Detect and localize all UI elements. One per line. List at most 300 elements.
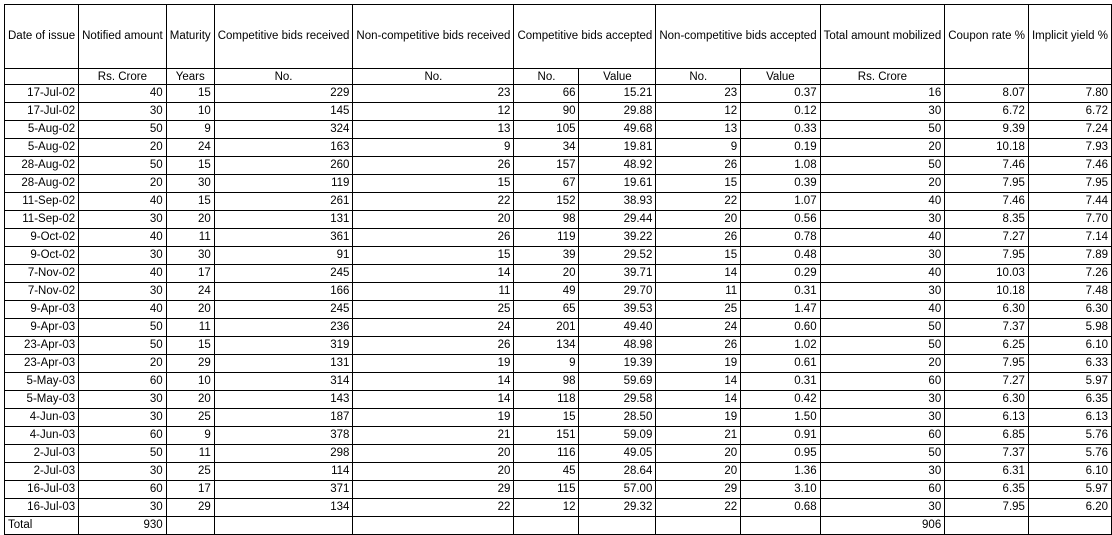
cell-notified-amount: 60: [79, 481, 167, 499]
cell-competitive-accepted-no: 49: [514, 283, 579, 301]
cell-noncompetitive-accepted-no: 20: [656, 211, 741, 229]
cell-noncompetitive-accepted-no: 24: [656, 319, 741, 337]
cell-coupon-rate: 10.18: [945, 283, 1029, 301]
cell-notified-amount: 40: [79, 229, 167, 247]
cell-coupon-rate: 7.27: [945, 373, 1029, 391]
header-total-mobilized: Total amount mobilized: [820, 5, 945, 69]
cell-date: 17-Jul-02: [5, 103, 79, 121]
cell-noncompetitive-accepted-no: 14: [656, 373, 741, 391]
cell-date: 9-Apr-03: [5, 319, 79, 337]
cell-implicit-yield: 6.33: [1028, 355, 1111, 373]
cell-competitive-received: 114: [214, 463, 353, 481]
cell-date: 5-May-03: [5, 391, 79, 409]
cell-date: 16-Jul-03: [5, 481, 79, 499]
table-row: [5, 337, 1112, 355]
cell-noncompetitive-received: 23: [353, 85, 514, 103]
table-row: [5, 301, 1112, 319]
cell-total-mobilized: 40: [820, 229, 945, 247]
header-notified-amount: Notified amount: [79, 5, 167, 69]
cell-competitive-received: 145: [214, 103, 353, 121]
cell-noncompetitive-received: 9: [353, 139, 514, 157]
cell-noncompetitive-accepted-value: 0.37: [741, 85, 820, 103]
table-row: [5, 409, 1112, 427]
cell-date: 4-Jun-03: [5, 409, 79, 427]
cell-noncompetitive-accepted-no: 12: [656, 103, 741, 121]
cell-notified-amount: 40: [79, 301, 167, 319]
units-cell: [5, 69, 79, 85]
cell-coupon-rate: 7.46: [945, 193, 1029, 211]
cell-maturity: 15: [166, 337, 214, 355]
cell-notified-amount: 30: [79, 391, 167, 409]
cell-noncompetitive-received: 22: [353, 193, 514, 211]
cell-coupon-rate: 6.35: [945, 481, 1029, 499]
header-competitive-accepted: Competitive bids accepted: [514, 5, 656, 69]
cell-date: 9-Oct-02: [5, 247, 79, 265]
cell-competitive-accepted-value: 29.88: [579, 103, 656, 121]
cell-noncompetitive-received: 26: [353, 337, 514, 355]
header-competitive-received: Competitive bids received: [214, 5, 353, 69]
cell-coupon-rate: 6.72: [945, 103, 1029, 121]
empty-cell: [214, 517, 353, 535]
cell-noncompetitive-accepted-value: 1.02: [741, 337, 820, 355]
cell-notified-amount: 20: [79, 139, 167, 157]
cell-noncompetitive-accepted-value: 0.48: [741, 247, 820, 265]
cell-noncompetitive-received: 20: [353, 445, 514, 463]
cell-competitive-accepted-no: 90: [514, 103, 579, 121]
header-implicit-yield: Implicit yield %: [1028, 5, 1111, 69]
table-row: [5, 319, 1112, 337]
table-row: [5, 463, 1112, 481]
cell-competitive-received: 131: [214, 355, 353, 373]
cell-noncompetitive-received: 20: [353, 211, 514, 229]
cell-competitive-accepted-value: 19.81: [579, 139, 656, 157]
cell-competitive-received: 134: [214, 499, 353, 517]
empty-cell: [741, 517, 820, 535]
cell-total-mobilized: 16: [820, 85, 945, 103]
cell-noncompetitive-accepted-no: 13: [656, 121, 741, 139]
cell-notified-amount: 50: [79, 319, 167, 337]
cell-coupon-rate: 6.85: [945, 427, 1029, 445]
cell-competitive-accepted-no: 116: [514, 445, 579, 463]
cell-noncompetitive-accepted-no: 21: [656, 427, 741, 445]
cell-total-mobilized: 50: [820, 337, 945, 355]
cell-implicit-yield: 6.10: [1028, 463, 1111, 481]
cell-maturity: 24: [166, 139, 214, 157]
cell-date: 23-Apr-03: [5, 337, 79, 355]
units-cell: Years: [166, 69, 214, 85]
cell-maturity: 10: [166, 373, 214, 391]
cell-notified-amount: 60: [79, 427, 167, 445]
cell-notified-amount: 60: [79, 373, 167, 391]
cell-date: 11-Sep-02: [5, 211, 79, 229]
cell-competitive-accepted-value: 49.05: [579, 445, 656, 463]
cell-competitive-accepted-no: 12: [514, 499, 579, 517]
cell-notified-amount: 40: [79, 265, 167, 283]
table-row: [5, 193, 1112, 211]
cell-implicit-yield: 5.98: [1028, 319, 1111, 337]
cell-noncompetitive-accepted-value: 1.07: [741, 193, 820, 211]
cell-coupon-rate: 7.46: [945, 157, 1029, 175]
cell-noncompetitive-received: 24: [353, 319, 514, 337]
cell-competitive-accepted-no: 66: [514, 85, 579, 103]
cell-noncompetitive-accepted-no: 19: [656, 355, 741, 373]
table-row: [5, 139, 1112, 157]
empty-cell: [579, 517, 656, 535]
cell-date: 7-Nov-02: [5, 283, 79, 301]
cell-noncompetitive-accepted-value: 1.08: [741, 157, 820, 175]
table-row: [5, 211, 1112, 229]
cell-coupon-rate: 10.03: [945, 265, 1029, 283]
table-row: [5, 85, 1112, 103]
cell-competitive-accepted-no: 115: [514, 481, 579, 499]
cell-noncompetitive-received: 21: [353, 427, 514, 445]
cell-competitive-accepted-value: 49.68: [579, 121, 656, 139]
cell-date: 28-Aug-02: [5, 175, 79, 193]
table-row: [5, 265, 1112, 283]
cell-noncompetitive-received: 19: [353, 409, 514, 427]
cell-noncompetitive-accepted-no: 25: [656, 301, 741, 319]
cell-noncompetitive-received: 15: [353, 175, 514, 193]
cell-date: 9-Oct-02: [5, 229, 79, 247]
units-cell: Value: [741, 69, 820, 85]
cell-competitive-accepted-value: 28.50: [579, 409, 656, 427]
cell-coupon-rate: 10.18: [945, 139, 1029, 157]
cell-date: 11-Sep-02: [5, 193, 79, 211]
cell-maturity: 11: [166, 319, 214, 337]
cell-maturity: 29: [166, 499, 214, 517]
cell-competitive-received: 119: [214, 175, 353, 193]
cell-competitive-received: 143: [214, 391, 353, 409]
cell-noncompetitive-received: 22: [353, 499, 514, 517]
cell-total-mobilized: 50: [820, 445, 945, 463]
cell-competitive-received: 261: [214, 193, 353, 211]
cell-noncompetitive-accepted-no: 26: [656, 229, 741, 247]
cell-total-mobilized: 60: [820, 427, 945, 445]
cell-competitive-received: 131: [214, 211, 353, 229]
cell-implicit-yield: 7.48: [1028, 283, 1111, 301]
cell-notified-amount: 20: [79, 355, 167, 373]
cell-notified-amount: 40: [79, 85, 167, 103]
cell-coupon-rate: 7.37: [945, 319, 1029, 337]
header-noncompetitive-received: Non-competitive bids received: [353, 5, 514, 69]
cell-implicit-yield: 5.76: [1028, 445, 1111, 463]
cell-total-mobilized: 30: [820, 463, 945, 481]
cell-competitive-received: 371: [214, 481, 353, 499]
cell-competitive-received: 163: [214, 139, 353, 157]
cell-competitive-accepted-value: 48.92: [579, 157, 656, 175]
cell-coupon-rate: 7.95: [945, 247, 1029, 265]
cell-noncompetitive-accepted-value: 0.78: [741, 229, 820, 247]
cell-competitive-accepted-no: 9: [514, 355, 579, 373]
cell-competitive-accepted-value: 59.09: [579, 427, 656, 445]
cell-implicit-yield: 7.95: [1028, 175, 1111, 193]
cell-competitive-accepted-no: 119: [514, 229, 579, 247]
cell-maturity: 24: [166, 283, 214, 301]
cell-noncompetitive-accepted-value: 1.36: [741, 463, 820, 481]
cell-coupon-rate: 7.95: [945, 175, 1029, 193]
cell-coupon-rate: 7.27: [945, 229, 1029, 247]
total-mobilized: 906: [820, 517, 945, 535]
cell-noncompetitive-accepted-no: 14: [656, 265, 741, 283]
cell-competitive-accepted-value: 57.00: [579, 481, 656, 499]
table-row: [5, 481, 1112, 499]
cell-total-mobilized: 30: [820, 103, 945, 121]
table-row: [5, 373, 1112, 391]
cell-date: 16-Jul-03: [5, 499, 79, 517]
cell-competitive-accepted-value: 29.32: [579, 499, 656, 517]
cell-competitive-accepted-no: 134: [514, 337, 579, 355]
units-cell: No.: [353, 69, 514, 85]
cell-notified-amount: 30: [79, 499, 167, 517]
cell-noncompetitive-accepted-value: 0.91: [741, 427, 820, 445]
cell-competitive-accepted-value: 29.44: [579, 211, 656, 229]
cell-implicit-yield: 5.76: [1028, 427, 1111, 445]
table-row: [5, 391, 1112, 409]
cell-noncompetitive-accepted-value: 3.10: [741, 481, 820, 499]
cell-coupon-rate: 7.95: [945, 355, 1029, 373]
cell-competitive-received: 236: [214, 319, 353, 337]
table-row: [5, 175, 1112, 193]
cell-competitive-received: 91: [214, 247, 353, 265]
cell-competitive-received: 324: [214, 121, 353, 139]
cell-competitive-accepted-no: 98: [514, 373, 579, 391]
cell-notified-amount: 40: [79, 193, 167, 211]
cell-implicit-yield: 6.20: [1028, 499, 1111, 517]
cell-competitive-accepted-value: 49.40: [579, 319, 656, 337]
cell-date: 4-Jun-03: [5, 427, 79, 445]
cell-implicit-yield: 5.97: [1028, 373, 1111, 391]
table-row: [5, 103, 1112, 121]
cell-date: 9-Apr-03: [5, 301, 79, 319]
units-cell: No.: [514, 69, 579, 85]
cell-noncompetitive-accepted-no: 9: [656, 139, 741, 157]
cell-noncompetitive-received: 12: [353, 103, 514, 121]
empty-cell: [1028, 517, 1111, 535]
cell-total-mobilized: 30: [820, 391, 945, 409]
cell-notified-amount: 30: [79, 103, 167, 121]
header-date: Date of issue: [5, 5, 79, 69]
cell-noncompetitive-received: 11: [353, 283, 514, 301]
cell-competitive-accepted-value: 29.52: [579, 247, 656, 265]
header-coupon-rate: Coupon rate %: [945, 5, 1029, 69]
cell-total-mobilized: 40: [820, 301, 945, 319]
cell-total-mobilized: 40: [820, 265, 945, 283]
cell-maturity: 15: [166, 193, 214, 211]
cell-noncompetitive-accepted-no: 15: [656, 247, 741, 265]
cell-noncompetitive-received: 13: [353, 121, 514, 139]
empty-cell: [353, 517, 514, 535]
cell-noncompetitive-accepted-no: 11: [656, 283, 741, 301]
cell-total-mobilized: 40: [820, 193, 945, 211]
cell-competitive-accepted-no: 118: [514, 391, 579, 409]
cell-total-mobilized: 20: [820, 175, 945, 193]
header-noncompetitive-accepted: Non-competitive bids accepted: [656, 5, 820, 69]
cell-noncompetitive-accepted-no: 22: [656, 499, 741, 517]
cell-date: 7-Nov-02: [5, 265, 79, 283]
table-row: [5, 283, 1112, 301]
cell-total-mobilized: 20: [820, 139, 945, 157]
cell-maturity: 25: [166, 463, 214, 481]
cell-maturity: 11: [166, 229, 214, 247]
units-cell: [1028, 69, 1111, 85]
cell-coupon-rate: 6.13: [945, 409, 1029, 427]
cell-competitive-accepted-no: 201: [514, 319, 579, 337]
cell-noncompetitive-accepted-value: 0.39: [741, 175, 820, 193]
cell-competitive-accepted-value: 15.21: [579, 85, 656, 103]
cell-competitive-received: 187: [214, 409, 353, 427]
cell-coupon-rate: 6.30: [945, 301, 1029, 319]
cell-notified-amount: 20: [79, 175, 167, 193]
cell-competitive-accepted-no: 157: [514, 157, 579, 175]
cell-noncompetitive-accepted-value: 0.42: [741, 391, 820, 409]
cell-implicit-yield: 6.35: [1028, 391, 1111, 409]
cell-competitive-accepted-no: 98: [514, 211, 579, 229]
cell-maturity: 30: [166, 247, 214, 265]
cell-competitive-accepted-no: 65: [514, 301, 579, 319]
empty-cell: [656, 517, 741, 535]
cell-noncompetitive-accepted-no: 29: [656, 481, 741, 499]
cell-noncompetitive-accepted-no: 20: [656, 445, 741, 463]
cell-maturity: 10: [166, 103, 214, 121]
cell-competitive-accepted-value: 29.58: [579, 391, 656, 409]
cell-competitive-accepted-no: 151: [514, 427, 579, 445]
cell-competitive-received: 378: [214, 427, 353, 445]
cell-maturity: 15: [166, 85, 214, 103]
cell-competitive-accepted-no: 152: [514, 193, 579, 211]
cell-maturity: 17: [166, 481, 214, 499]
cell-maturity: 9: [166, 121, 214, 139]
cell-notified-amount: 30: [79, 463, 167, 481]
cell-total-mobilized: 30: [820, 247, 945, 265]
table-row: [5, 427, 1112, 445]
cell-competitive-accepted-value: 38.93: [579, 193, 656, 211]
cell-notified-amount: 30: [79, 247, 167, 265]
cell-total-mobilized: 30: [820, 211, 945, 229]
cell-implicit-yield: 7.93: [1028, 139, 1111, 157]
cell-implicit-yield: 7.46: [1028, 157, 1111, 175]
units-cell: Value: [579, 69, 656, 85]
cell-noncompetitive-received: 26: [353, 157, 514, 175]
cell-notified-amount: 50: [79, 121, 167, 139]
cell-total-mobilized: 30: [820, 283, 945, 301]
cell-notified-amount: 50: [79, 337, 167, 355]
units-cell: No.: [656, 69, 741, 85]
cell-implicit-yield: 7.80: [1028, 85, 1111, 103]
cell-date: 5-May-03: [5, 373, 79, 391]
cell-noncompetitive-accepted-value: 0.56: [741, 211, 820, 229]
cell-total-mobilized: 30: [820, 499, 945, 517]
cell-date: 2-Jul-03: [5, 463, 79, 481]
table-row: [5, 229, 1112, 247]
cell-noncompetitive-accepted-no: 22: [656, 193, 741, 211]
cell-maturity: 9: [166, 427, 214, 445]
cell-implicit-yield: 7.44: [1028, 193, 1111, 211]
units-row: [5, 69, 1112, 85]
cell-noncompetitive-accepted-value: 0.31: [741, 283, 820, 301]
header-row: [5, 5, 1112, 69]
cell-coupon-rate: 6.25: [945, 337, 1029, 355]
cell-maturity: 15: [166, 157, 214, 175]
cell-competitive-accepted-no: 34: [514, 139, 579, 157]
cell-coupon-rate: 8.35: [945, 211, 1029, 229]
cell-noncompetitive-accepted-no: 19: [656, 409, 741, 427]
cell-competitive-accepted-no: 45: [514, 463, 579, 481]
cell-total-mobilized: 60: [820, 373, 945, 391]
cell-noncompetitive-accepted-value: 0.60: [741, 319, 820, 337]
cell-noncompetitive-received: 15: [353, 247, 514, 265]
cell-noncompetitive-accepted-no: 23: [656, 85, 741, 103]
table-row: [5, 247, 1112, 265]
cell-noncompetitive-accepted-value: 0.12: [741, 103, 820, 121]
cell-coupon-rate: 9.39: [945, 121, 1029, 139]
empty-cell: [945, 517, 1029, 535]
cell-noncompetitive-accepted-no: 26: [656, 337, 741, 355]
cell-competitive-received: 229: [214, 85, 353, 103]
cell-competitive-received: 361: [214, 229, 353, 247]
cell-noncompetitive-received: 26: [353, 229, 514, 247]
cell-total-mobilized: 50: [820, 157, 945, 175]
cell-competitive-accepted-no: 15: [514, 409, 579, 427]
cell-total-mobilized: 30: [820, 409, 945, 427]
cell-implicit-yield: 5.97: [1028, 481, 1111, 499]
cell-competitive-received: 245: [214, 301, 353, 319]
cell-noncompetitive-accepted-value: 0.95: [741, 445, 820, 463]
cell-competitive-received: 260: [214, 157, 353, 175]
cell-total-mobilized: 50: [820, 319, 945, 337]
cell-noncompetitive-accepted-value: 0.61: [741, 355, 820, 373]
cell-noncompetitive-received: 14: [353, 265, 514, 283]
table-row: [5, 157, 1112, 175]
cell-maturity: 20: [166, 211, 214, 229]
cell-noncompetitive-received: 14: [353, 373, 514, 391]
cell-noncompetitive-accepted-no: 20: [656, 463, 741, 481]
cell-implicit-yield: 7.26: [1028, 265, 1111, 283]
table-body: [5, 85, 1112, 517]
cell-notified-amount: 30: [79, 211, 167, 229]
cell-coupon-rate: 8.07: [945, 85, 1029, 103]
cell-maturity: 20: [166, 391, 214, 409]
cell-notified-amount: 30: [79, 409, 167, 427]
cell-maturity: 11: [166, 445, 214, 463]
cell-competitive-received: 166: [214, 283, 353, 301]
cell-competitive-accepted-value: 28.64: [579, 463, 656, 481]
cell-total-mobilized: 20: [820, 355, 945, 373]
cell-competitive-accepted-value: 39.53: [579, 301, 656, 319]
cell-noncompetitive-received: 19: [353, 355, 514, 373]
cell-notified-amount: 30: [79, 283, 167, 301]
cell-noncompetitive-received: 20: [353, 463, 514, 481]
total-row: [5, 517, 1112, 535]
cell-noncompetitive-received: 25: [353, 301, 514, 319]
cell-notified-amount: 50: [79, 445, 167, 463]
cell-implicit-yield: 7.70: [1028, 211, 1111, 229]
empty-cell: [166, 517, 214, 535]
cell-coupon-rate: 6.30: [945, 391, 1029, 409]
cell-noncompetitive-received: 14: [353, 391, 514, 409]
cell-date: 28-Aug-02: [5, 157, 79, 175]
cell-maturity: 30: [166, 175, 214, 193]
cell-noncompetitive-accepted-value: 1.50: [741, 409, 820, 427]
cell-coupon-rate: 6.31: [945, 463, 1029, 481]
cell-competitive-accepted-value: 39.71: [579, 265, 656, 283]
cell-competitive-accepted-value: 19.61: [579, 175, 656, 193]
cell-competitive-accepted-value: 19.39: [579, 355, 656, 373]
cell-competitive-accepted-no: 67: [514, 175, 579, 193]
cell-implicit-yield: 6.72: [1028, 103, 1111, 121]
cell-competitive-received: 245: [214, 265, 353, 283]
cell-implicit-yield: 6.30: [1028, 301, 1111, 319]
treasury-bond-auction-table: [4, 4, 1112, 535]
